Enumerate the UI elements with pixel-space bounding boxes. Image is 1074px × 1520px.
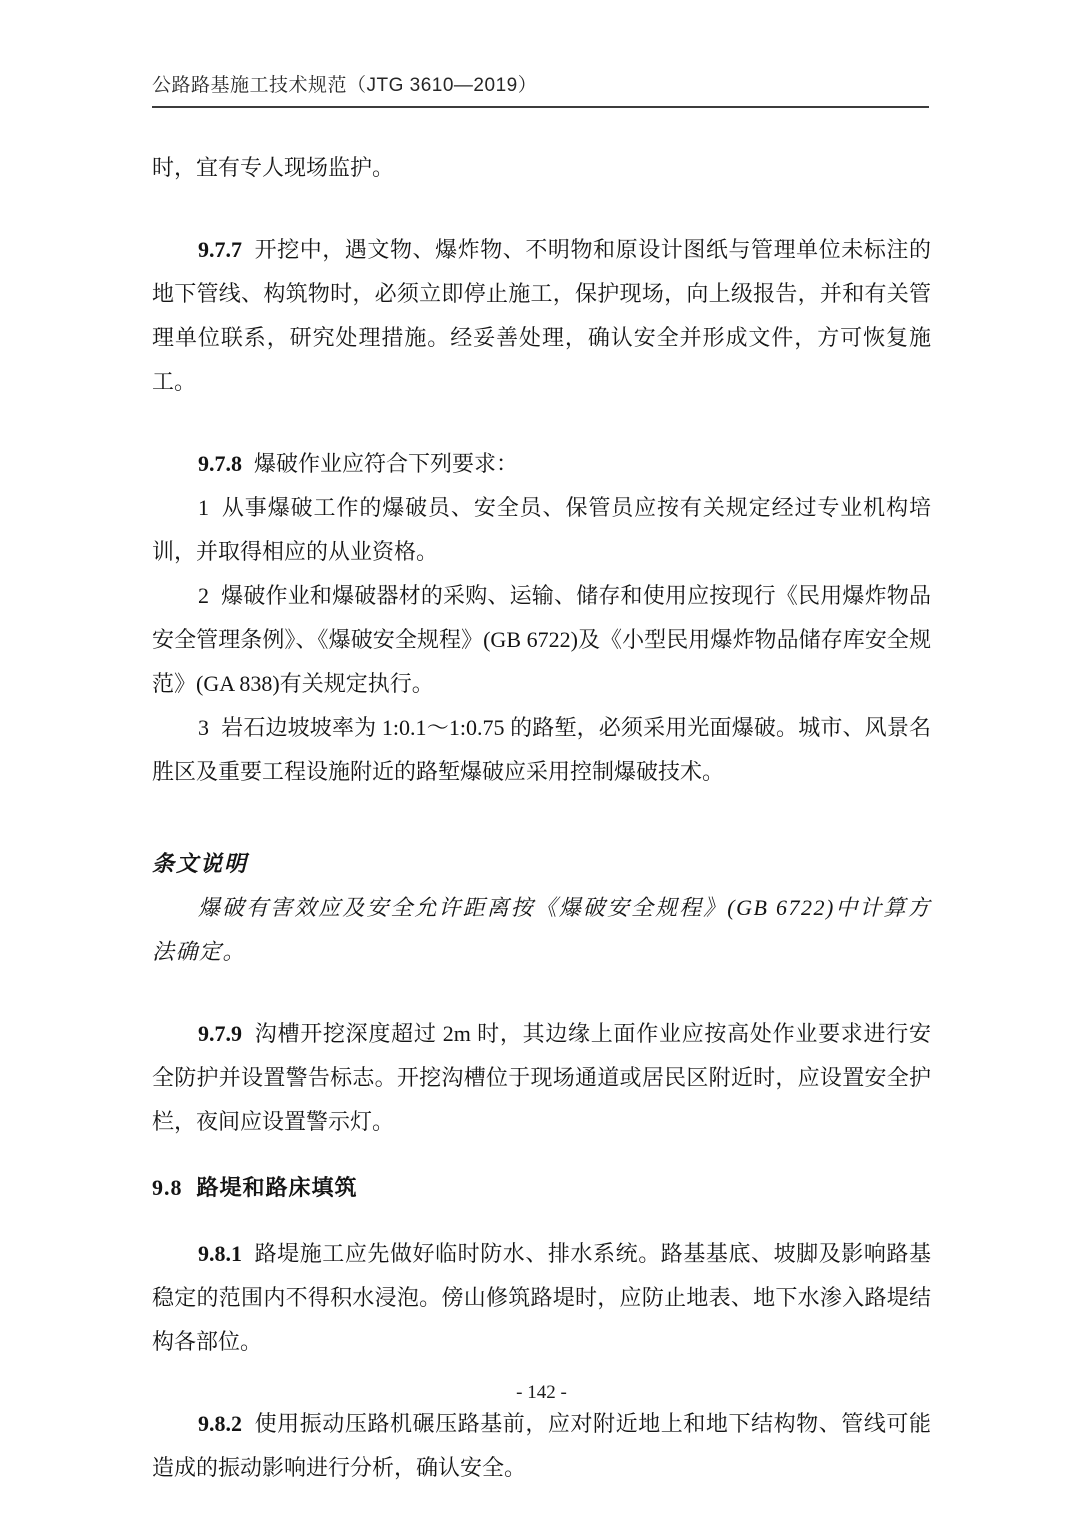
item-text: 爆破作业和爆破器材的采购、运输、储存和使用应按现行《民用爆炸物品安全管理条例》、《爆破安全规程》(GB 6722)及《小型民用爆炸物品储存库安全规范》(GA 838)有关规定执行。 xyxy=(152,583,931,696)
clause-number: 9.8.1 xyxy=(198,1241,242,1266)
item-text: 岩石边坡坡率为 1:0.1～1:0.75 的路堑，必须采用光面爆破。城市、风景名胜区及重要工程设施附近的路堑爆破应采用控制爆破技术。 xyxy=(152,715,931,784)
page-header xyxy=(152,70,929,108)
notes-heading xyxy=(152,842,931,886)
notes-heading-text: 条文说明 xyxy=(152,851,249,876)
clause-number: 9.8.2 xyxy=(198,1411,242,1436)
section-title: 路堤和路床填筑 xyxy=(196,1175,358,1200)
paragraph-9-7-8 xyxy=(152,442,931,486)
item-number: 2 xyxy=(198,583,209,608)
paragraph-9-7-9 xyxy=(152,1012,931,1144)
item-text: 从事爆破工作的爆破员、安全员、保管员应按有关规定经过专业机构培训，并取得相应的从业资格。 xyxy=(152,495,931,564)
clause-text: 路堤施工应先做好临时防水、排水系统。路基基底、坡脚及影响路基稳定的范围内不得积水浸泡。傍山修筑路堤时，应防止地表、地下水渗入路堤结构各部位。 xyxy=(152,1241,931,1354)
clause-text: 使用振动压路机碾压路基前，应对附近地上和地下结构物、管线可能造成的振动影响进行分析，确认安全。 xyxy=(152,1411,931,1480)
notes-text: 爆破有害效应及安全允许距离按《爆破安全规程》(GB 6722)中计算方法确定。 xyxy=(152,895,931,964)
page-header-title: 公路路基施工技术规范（JTG 3610—2019） xyxy=(152,75,538,96)
clause-text: 爆破作业应符合下列要求： xyxy=(254,451,519,476)
paragraph-9-8-1 xyxy=(152,1232,931,1364)
list-item-1 xyxy=(152,486,931,574)
clause-number: 9.7.7 xyxy=(198,237,242,262)
section-heading-9-8 xyxy=(152,1166,931,1210)
paragraph-continuation xyxy=(152,146,931,190)
page-number: - 142 - xyxy=(516,1382,567,1403)
continuation-text: 时，宜有专人现场监护。 xyxy=(152,155,395,180)
page-footer xyxy=(152,1382,931,1404)
list-item-3 xyxy=(152,706,931,794)
clause-text: 开挖中，遇文物、爆炸物、不明物和原设计图纸与管理单位未标注的地下管线、构筑物时，必须立即停止施工，保护现场，向上级报告，并和有关管理单位联系，研究处理措施。经妥善处理，确认安全并形成文件，方可恢复施工。 xyxy=(152,237,931,394)
notes-paragraph xyxy=(152,886,931,974)
page-body xyxy=(152,146,931,1490)
section-number: 9.8 xyxy=(152,1175,183,1200)
clause-number: 9.7.9 xyxy=(198,1021,242,1046)
clause-number: 9.7.8 xyxy=(198,451,242,476)
paragraph-9-8-2 xyxy=(152,1402,931,1490)
clause-text: 沟槽开挖深度超过 2m 时，其边缘上面作业应按高处作业要求进行安全防护并设置警告标志。开挖沟槽位于现场通道或居民区附近时，应设置安全护栏，夜间应设置警示灯。 xyxy=(152,1021,931,1134)
list-item-2 xyxy=(152,574,931,706)
paragraph-9-7-7 xyxy=(152,228,931,404)
item-number: 1 xyxy=(198,495,209,520)
item-number: 3 xyxy=(198,715,209,740)
